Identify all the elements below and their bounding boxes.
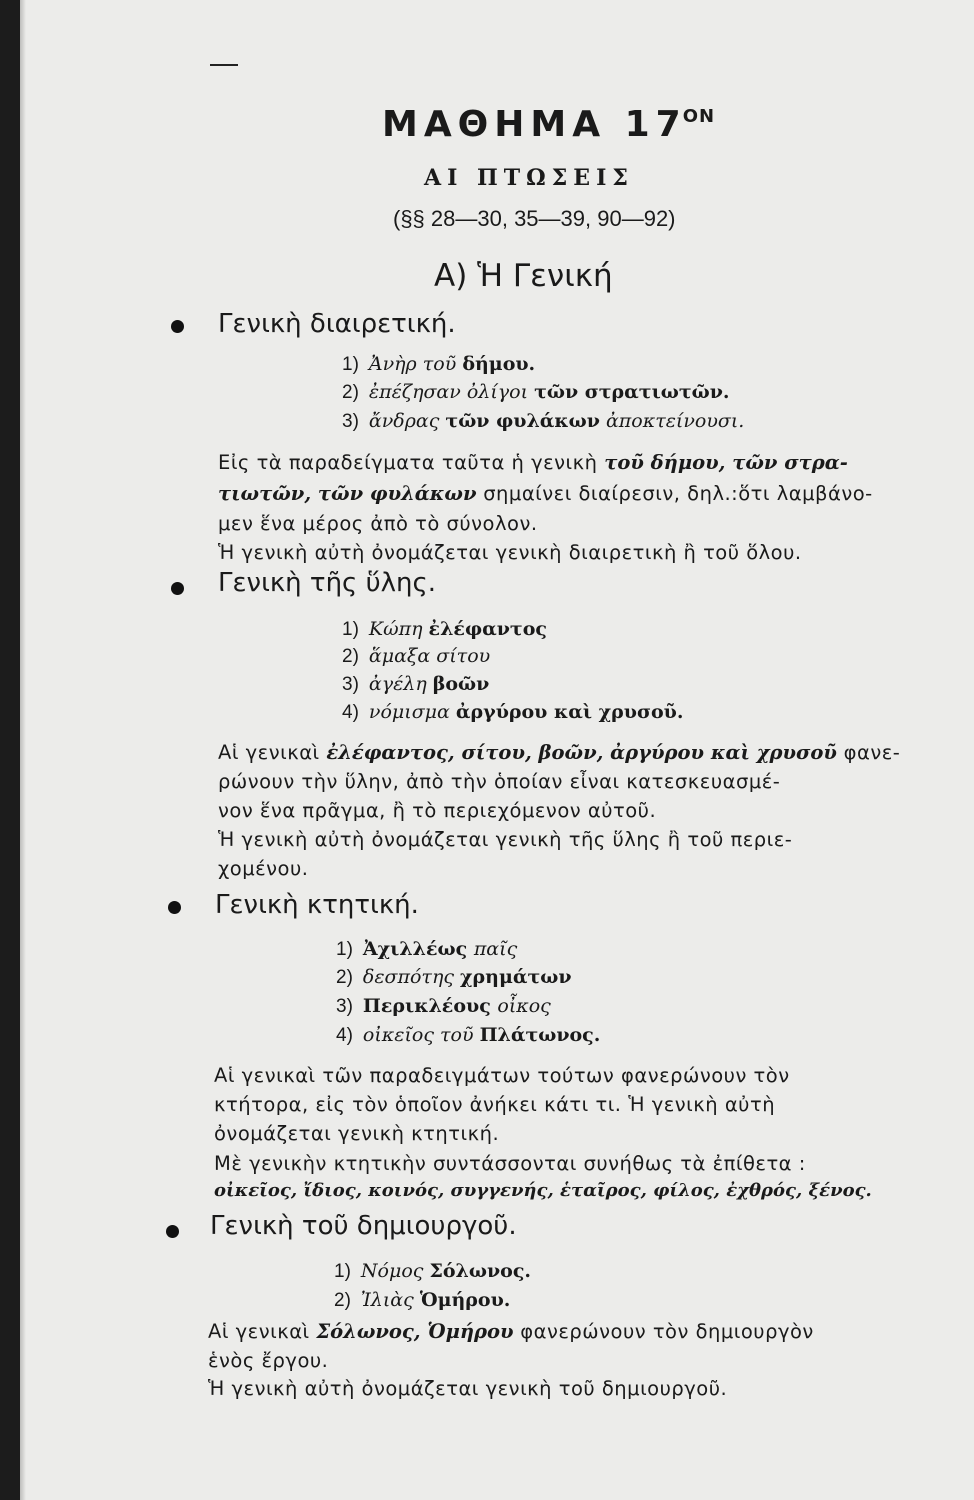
example-line: 2) ἐπέζησαν ὀλίγοι τῶν στρατιωτῶν. <box>342 381 730 403</box>
example-line: 4) νόμισμα ἀργύρου καὶ χρυσοῦ. <box>342 701 684 723</box>
section-title: Α) Ἡ Γενική <box>434 258 613 294</box>
example-line: 1) Κώπη ἐλέφαντος <box>342 618 547 640</box>
text-line: Ἡ γενικὴ αὐτὴ ὀνομάζεται γενικὴ τοῦ δημιουργοῦ. <box>208 1377 728 1400</box>
example-line: 2) Ἰλιὰς Ὁμήρου. <box>334 1289 511 1311</box>
heading-possessive: Γενικὴ κτητική. <box>215 890 419 920</box>
text-line: ὀνομάζεται γενικὴ κτητική. <box>214 1122 500 1145</box>
heading-material: Γενικὴ τῆς ὕλης. <box>218 568 437 598</box>
lesson-title: ΜΑΘΗΜΑ $17^{ON}$ <box>382 104 716 145</box>
text-line: Εἰς τὰ παραδείγματα ταῦτα ἡ γενικὴ τοῦ δήμου, τῶν στρα- <box>218 451 848 474</box>
text-line: Αἱ γενικαὶ ἐλέφαντος, σίτου, βοῶν, ἀργύρου καὶ χρυσοῦ φανε- <box>218 741 901 764</box>
bullet-icon <box>166 1225 179 1238</box>
text-line: Ἡ γενικὴ αὐτὴ ὀνομάζεται γενικὴ διαιρετικὴ ἢ τοῦ ὅλου. <box>218 541 802 564</box>
example-line: 3) Περικλέους οἶκος <box>336 995 551 1017</box>
text-line: οἰκεῖος, ἴδιος, κοινός, συγγενής, ἑταῖρος, φίλος, ἐχθρός, ξένος. <box>214 1180 872 1201</box>
bullet-icon <box>171 320 184 333</box>
example-line: 2) δεσπότης χρημάτων <box>336 966 572 988</box>
heading-partitive: Γενικὴ διαιρετική. <box>218 309 456 339</box>
text-line: Αἱ γενικαὶ τῶν παραδειγμάτων τούτων φανερώνουν τὸν <box>214 1064 790 1087</box>
text-line: νον ἕνα πρᾶγμα, ἢ τὸ περιεχόμενον αὐτοῦ. <box>218 799 657 822</box>
example-line: 1) Νόμος Σόλωνος. <box>334 1260 532 1282</box>
example-line: 4) οἰκεῖος τοῦ Πλάτωνος. <box>336 1024 601 1046</box>
text-line: ἑνὸς ἔργου. <box>208 1349 329 1372</box>
book-page <box>20 0 974 1500</box>
lesson-references: (§§ 28—30, 35—39, 90—92) <box>393 206 676 231</box>
text-line: Ἡ γενικὴ αὐτὴ ὀνομάζεται γενικὴ τῆς ὕλης ἢ τοῦ περιε- <box>218 828 793 851</box>
example-line: 3) ἀγέλη βοῶν <box>342 673 490 695</box>
example-line: 1) Ἀνὴρ τοῦ δήμου. <box>342 353 536 375</box>
page-edge <box>20 0 26 1500</box>
page-dash <box>210 64 238 66</box>
bullet-icon <box>171 582 184 595</box>
text-line: τιωτῶν, τῶν φυλάκων σημαίνει διαίρεσιν, δηλ.:ὅτι λαμβάνο- <box>218 482 873 505</box>
text-line: Αἱ γενικαὶ Σόλωνος, Ὁμήρου φανερώνουν τὸν δημιουργὸν <box>208 1320 814 1343</box>
example-line: 2) ἅμαξα σίτου <box>342 645 491 667</box>
example-line: 3) ἄνδρας τῶν φυλάκων ἀποκτείνουσι. <box>342 410 745 432</box>
text-line: ρώνουν τὴν ὕλην, ἀπὸ τὴν ὁποίαν εἶναι κατεσκευασμέ- <box>218 770 781 793</box>
text-line: χομένου. <box>218 857 309 880</box>
text-line: κτήτορα, εἰς τὸν ὁποῖον ἀνήκει κάτι τι. Ἡ γενικὴ αὐτὴ <box>214 1093 776 1116</box>
text-line: μεν ἕνα μέρος ἀπὸ τὸ σύνολον. <box>218 512 538 535</box>
lesson-subtitle: ΑΙ ΠΤΩΣΕΙΣ <box>424 165 634 191</box>
lesson-ordinal: ΟΝ <box>682 106 716 127</box>
bullet-icon <box>168 901 181 914</box>
example-line: 1) Ἀχιλλέως παῖς <box>336 938 518 960</box>
text-line: Μὲ γενικὴν κτητικὴν συντάσσονται συνήθως τὰ ἐπίθετα : <box>214 1152 806 1175</box>
heading-creator: Γενικὴ τοῦ δημιουργοῦ. <box>210 1211 517 1241</box>
